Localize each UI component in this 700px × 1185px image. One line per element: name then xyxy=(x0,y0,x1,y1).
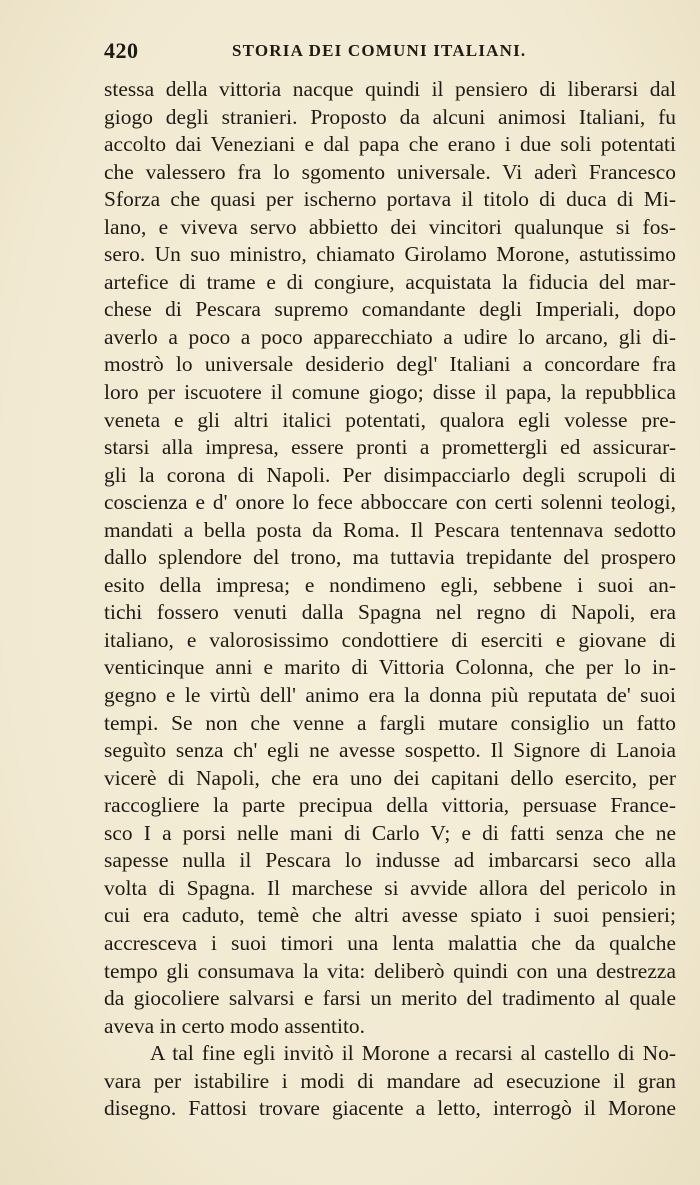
text-line: giogo degli stranieri. Proposto da alcuni animosi Italiani, fu xyxy=(104,104,676,129)
text-line: starsi alla impresa, essere pronti a promettergli ed assicurar- xyxy=(104,435,676,460)
text-line: stessa della vittoria nacque quindi il pensiero di liberarsi dal xyxy=(104,77,676,101)
text-line: lano, e viveva servo abbietto dei vincitori qualunque si fos- xyxy=(104,214,676,239)
text-line: volta di Spagna. Il marchese si avvide allora del pericolo in xyxy=(104,875,676,900)
text-line: venticinque anni e marito di Vittoria Colonna, che per lo in- xyxy=(104,655,676,680)
text-line: raccogliere la parte precipua della vittoria, persuase France- xyxy=(104,793,676,818)
text-line: coscienza e d' onore lo fece abboccare con certi solenni teologi, xyxy=(104,490,676,515)
text-line: tichi fossero venuti dalla Spagna nel regno di Napoli, era xyxy=(104,600,676,625)
running-title: STORIA DEI COMUNI ITALIANI. xyxy=(232,41,527,60)
text-line: A tal fine egli invitò il Morone a recarsi al castello di No- xyxy=(150,1041,676,1066)
text-line: dallo splendore del trono, ma tuttavia trepidante del prospero xyxy=(104,545,676,570)
text-line: loro per iscuotere il comune giogo; disse il papa, la repubblica xyxy=(104,380,676,405)
text-line: italiano, e valorosissimo condottiere di eserciti e giovane di xyxy=(104,627,676,652)
text-line: sero. Un suo ministro, chiamato Girolamo Morone, astutissimo xyxy=(104,242,676,267)
page-number: 420 xyxy=(104,38,139,63)
text-line: tempi. Se non che venne a fargli mutare consiglio un fatto xyxy=(104,710,676,735)
text-line: aveva in certo modo assentito. xyxy=(104,1013,366,1038)
text-line: sco I a porsi nelle mani di Carlo V; e di fatti senza che ne xyxy=(104,820,676,845)
text-line: chese di Pescara supremo comandante degli Imperiali, dopo xyxy=(104,297,676,322)
text-line: tempo gli consumava la vita: deliberò quindi con una destrezza xyxy=(104,958,676,983)
text-line: disegno. Fattosi trovare giacente a letto, interrogò il Morone xyxy=(104,1096,676,1121)
text-line: gegno e le virtù dell' animo era la donna più reputata de' suoi xyxy=(104,683,676,708)
text-line: mostrò lo universale desiderio degl' Italiani a concordare fra xyxy=(104,352,676,377)
text-line: vara per istabilire i modi di mandare ad esecuzione il gran xyxy=(104,1068,676,1093)
text-line: accresceva i suoi timori una lenta malattia che da qualche xyxy=(104,930,676,955)
text-line: vicerè di Napoli, che era uno dei capitani dello esercito, per xyxy=(104,765,676,790)
running-head xyxy=(104,38,676,68)
body-text xyxy=(104,76,676,1123)
text-line: da giocoliere salvarsi e farsi un merito del tradimento al quale xyxy=(104,986,676,1011)
text-line: artefice di trame e di congiure, acquistata la fiducia del mar- xyxy=(104,269,676,294)
text-line: gli la corona di Napoli. Per disimpacciarlo degli scrupoli di xyxy=(104,462,676,487)
text-line: averlo a poco a poco apparecchiato a udire lo arcano, gli di- xyxy=(104,324,676,349)
text-line: seguìto senza ch' egli ne avesse sospetto. Il Signore di Lanoia xyxy=(104,738,676,763)
text-line: Sforza che quasi per ischerno portava il titolo di duca di Mi- xyxy=(104,187,676,212)
text-line: mandati a bella posta da Roma. Il Pescara tentennava sedotto xyxy=(104,517,676,542)
text-line: esito della impresa; e nondimeno egli, sebbene i suoi an- xyxy=(104,572,676,597)
text-line: accolto dai Veneziani e dal papa che erano i due soli potentati xyxy=(104,132,676,157)
text-line: sapesse nulla il Pescara lo indusse ad imbarcarsi seco alla xyxy=(104,848,676,873)
text-line: cui era caduto, temè che altri avesse spiato i suoi pensieri; xyxy=(104,903,676,928)
text-line: che valessero fra lo sgomento universale. Vi aderì Francesco xyxy=(104,159,676,184)
text-line: veneta e gli altri italici potentati, qualora egli volesse pre- xyxy=(104,407,676,432)
